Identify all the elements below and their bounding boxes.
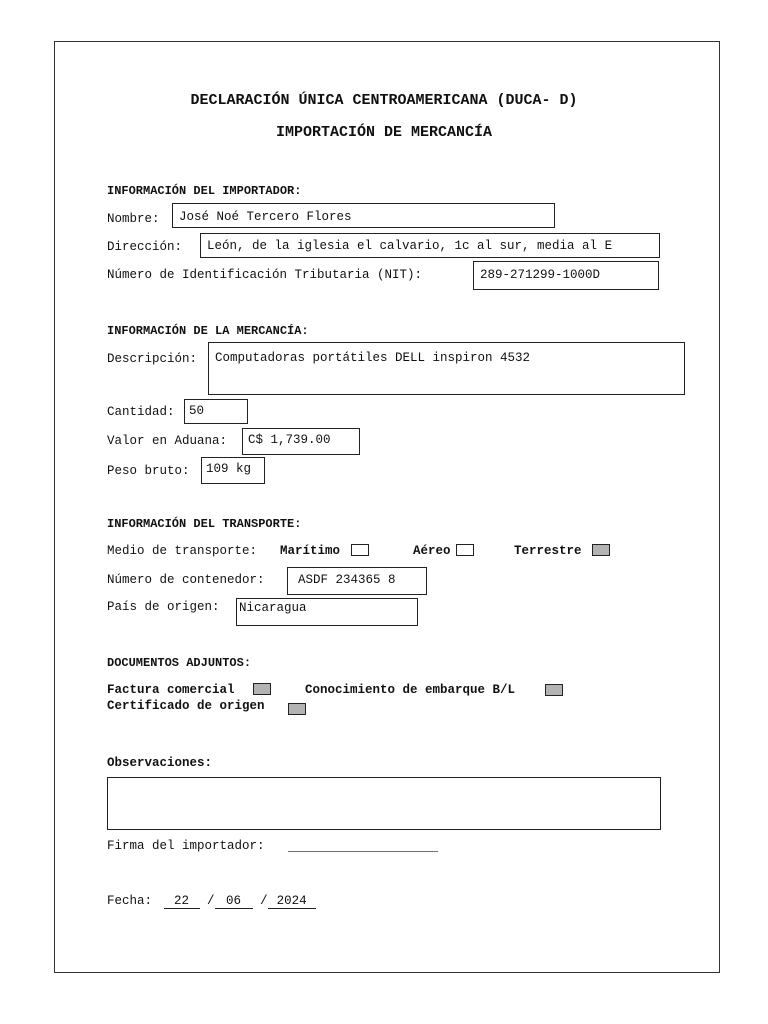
- doc-invoice-checkbox[interactable]: [253, 683, 271, 695]
- date-separator: /: [207, 894, 215, 908]
- nit-label: Número de Identificación Tributaria (NIT):: [107, 268, 423, 282]
- date-separator: /: [260, 894, 268, 908]
- observations-field[interactable]: [107, 777, 661, 830]
- container-label: Número de contenedor:: [107, 573, 265, 587]
- transport-section-header: INFORMACIÓN DEL TRANSPORTE:: [107, 517, 302, 531]
- name-field[interactable]: José Noé Tercero Flores: [172, 203, 555, 228]
- mode-air-label: Aéreo: [413, 544, 451, 558]
- doc-bl-checkbox[interactable]: [545, 684, 563, 696]
- date-day-field[interactable]: 22: [164, 894, 200, 909]
- observations-label: Observaciones:: [107, 756, 213, 770]
- signature-line[interactable]: ____________________: [288, 840, 439, 854]
- date-row: [107, 894, 316, 909]
- form-title: DECLARACIÓN ÚNICA CENTROAMERICANA (DUCA- D): [190, 92, 578, 109]
- form-subtitle: IMPORTACIÓN DE MERCANCÍA: [275, 124, 493, 141]
- origin-field[interactable]: Nicaragua: [236, 598, 418, 626]
- name-label: Nombre:: [107, 212, 160, 226]
- doc-origin-cert-label: Certificado de origen: [107, 699, 265, 713]
- date-year-field[interactable]: 2024: [268, 894, 316, 909]
- gross-weight-field[interactable]: 109 kg: [201, 457, 265, 484]
- goods-section-header: INFORMACIÓN DE LA MERCANCÍA:: [107, 324, 309, 338]
- address-label: Dirección:: [107, 240, 183, 254]
- mode-maritime-checkbox[interactable]: [351, 544, 369, 556]
- importer-section-header: INFORMACIÓN DEL IMPORTADOR:: [107, 184, 302, 198]
- doc-invoice-label: Factura comercial: [107, 683, 235, 697]
- mode-maritime-label: Marítimo: [280, 544, 341, 558]
- form-page: [54, 41, 720, 973]
- date-month-field[interactable]: 06: [215, 894, 253, 909]
- signature-label: Firma del importador:: [107, 839, 265, 853]
- container-field[interactable]: ASDF 234365 8: [287, 567, 427, 595]
- nit-field[interactable]: 289-271299-1000D: [473, 261, 659, 290]
- origin-label: País de origen:: [107, 600, 220, 614]
- customs-value-field[interactable]: C$ 1,739.00: [242, 428, 360, 455]
- address-field[interactable]: León, de la iglesia el calvario, 1c al sur, media al E: [200, 233, 660, 258]
- transport-mode-label: Medio de transporte:: [107, 544, 258, 558]
- gross-weight-label: Peso bruto:: [107, 464, 190, 478]
- mode-land-label: Terrestre: [514, 544, 582, 558]
- date-label: Fecha:: [107, 894, 153, 908]
- mode-air-checkbox[interactable]: [456, 544, 474, 556]
- documents-section-header: DOCUMENTOS ADJUNTOS:: [107, 656, 252, 670]
- description-field[interactable]: Computadoras portátiles DELL inspiron 4532: [208, 342, 685, 395]
- mode-land-checkbox[interactable]: [592, 544, 610, 556]
- customs-value-label: Valor en Aduana:: [107, 434, 228, 448]
- doc-bl-label: Conocimiento de embarque B/L: [305, 683, 516, 697]
- quantity-label: Cantidad:: [107, 405, 175, 419]
- description-label: Descripción:: [107, 352, 198, 366]
- quantity-field[interactable]: 50: [184, 399, 248, 424]
- doc-origin-cert-checkbox[interactable]: [288, 703, 306, 715]
